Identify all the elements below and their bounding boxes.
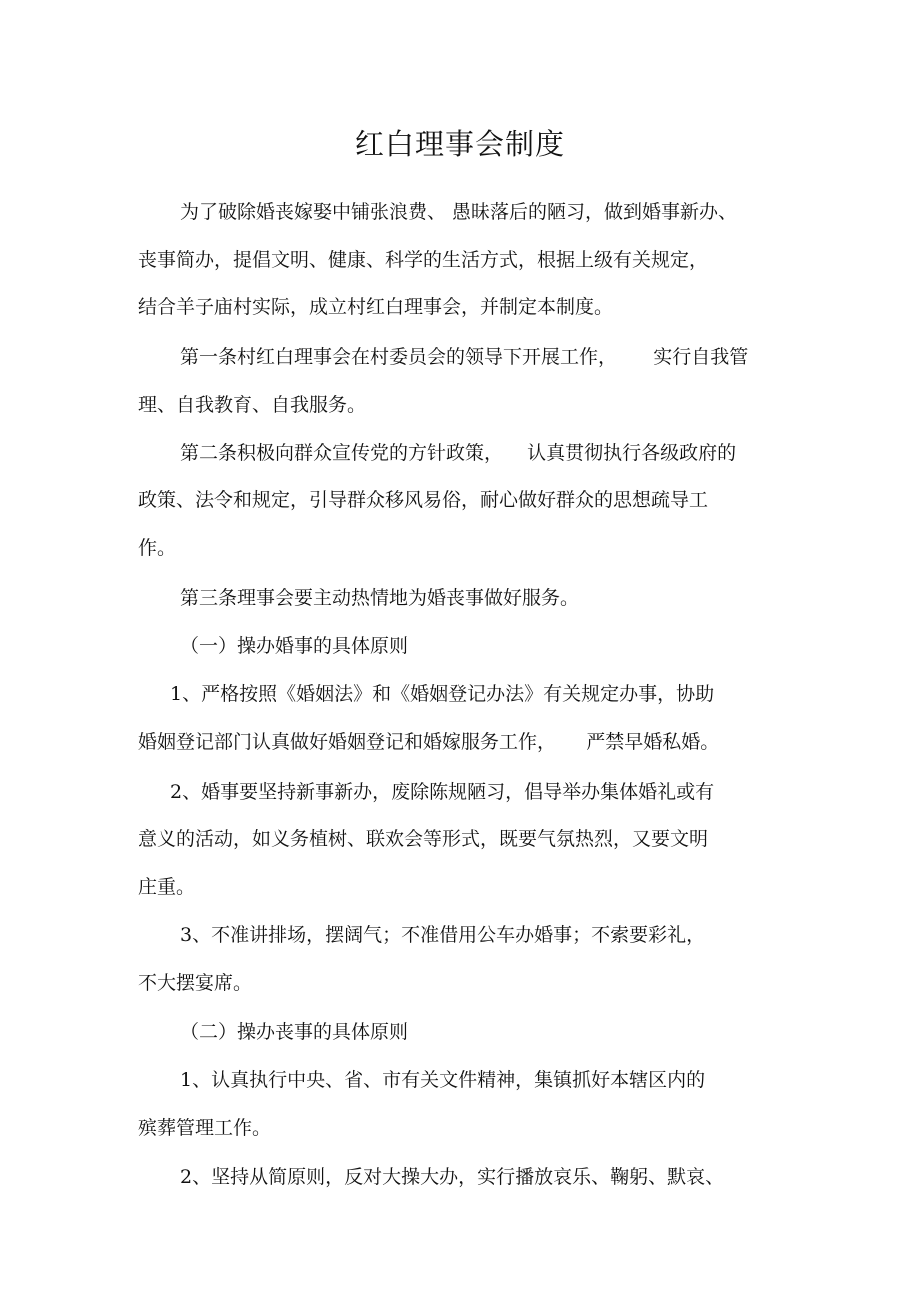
text-line: 第三条理事会要主动热情地为婚丧事做好服务。 (180, 587, 580, 609)
text-line: 婚姻登记部门认真做好婚姻登记和婚嫁服务工作， 严禁早婚私婚。 (138, 731, 720, 753)
text-line: 1、认真执行中央、省、市有关文件精神，集镇抓好本辖区内的 (180, 1069, 706, 1091)
text-line: 不大摆宴席。 (138, 972, 253, 994)
text-line: 3、不准讲排场，摆阔气；不准借用公车办婚事；不索要彩礼， (180, 924, 706, 946)
text-line: 1、严格按照《婚姻法》和《婚姻登记办法》有关规定办事，协助 (170, 683, 715, 705)
text-line: 第一条村红白理事会在村委员会的领导下开展工作， 实行自我管 (180, 346, 749, 368)
text-line: 为了破除婚丧嫁娶中铺张浪费、 愚昧落后的陋习，做到婚事新办、 (180, 201, 738, 223)
text-line: 庄重。 (138, 876, 196, 898)
text-line: 意义的活动，如义务植树、联欢会等形式，既要气氛热烈，又要文明 (138, 828, 709, 850)
text-line: 结合羊子庙村实际，成立村红白理事会，并制定本制度。 (138, 296, 614, 318)
text-line: 丧事简办，提倡文明、健康、科学的生活方式，根据上级有关规定， (138, 249, 709, 271)
text-line: 2、坚持从简原则，反对大操大办，实行播放哀乐、鞠躬、默哀、 (180, 1166, 725, 1188)
text-line: 政策、法令和规定，引导群众移风易俗，耐心做好群众的思想疏导工 (138, 489, 709, 511)
text-line: 2、婚事要坚持新事新办，废除陈规陋习，倡导举办集体婚礼或有 (170, 781, 715, 803)
text-line: 第二条积极向群众宣传党的方针政策， 认真贯彻执行各级政府的 (180, 442, 737, 464)
section-heading: （一）操办婚事的具体原则 (180, 635, 409, 657)
text-line: 殡葬管理工作。 (138, 1117, 272, 1139)
text-line: 作。 (138, 537, 177, 559)
text-line: 理、自我教育、自我服务。 (138, 394, 367, 416)
document-title: 红白理事会制度 (354, 127, 565, 161)
section-heading: （二）操办丧事的具体原则 (180, 1021, 409, 1043)
